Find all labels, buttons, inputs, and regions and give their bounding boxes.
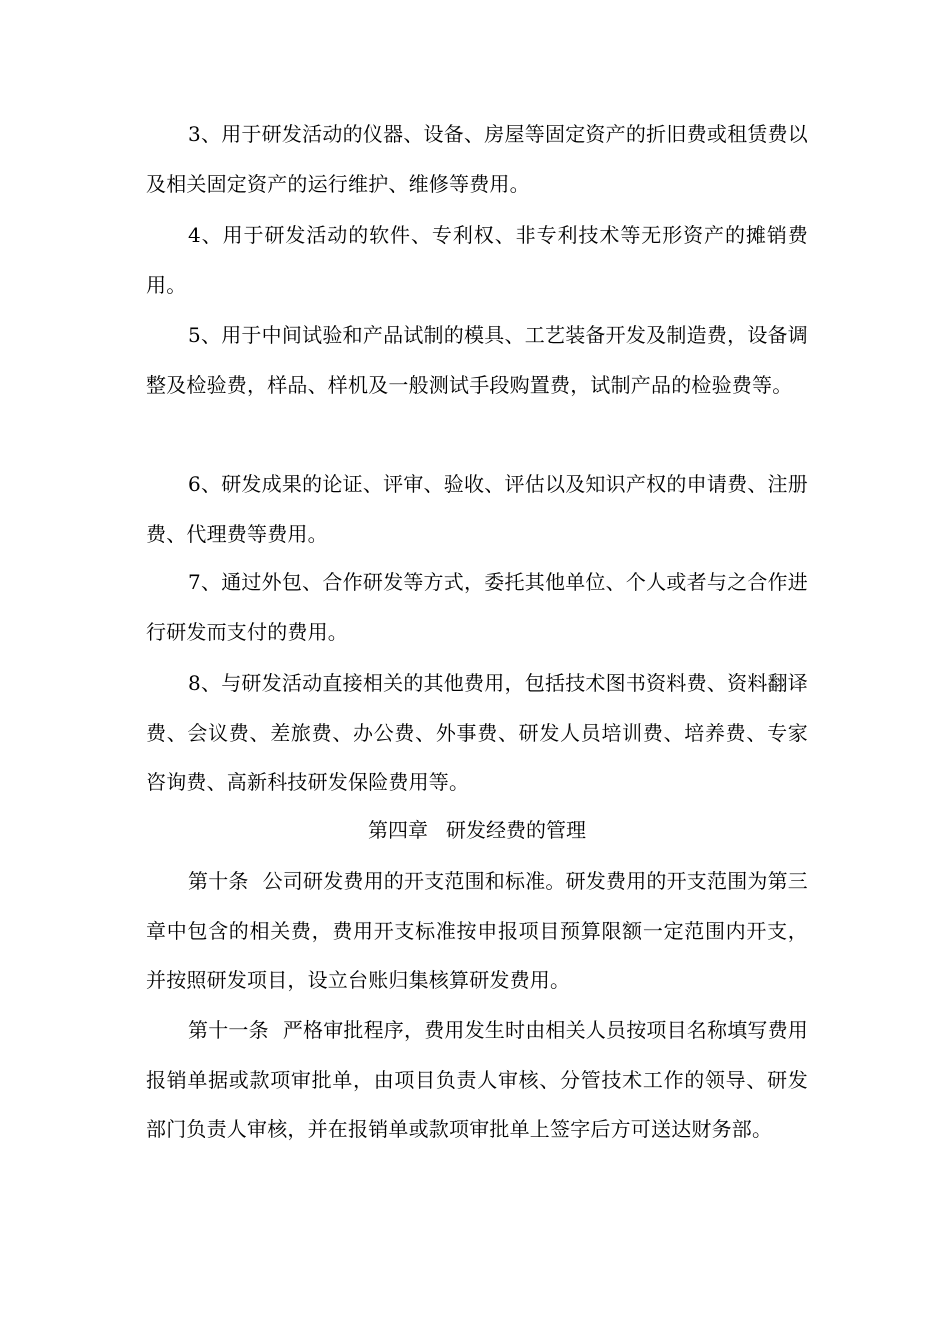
chapter-title: 研发经费的管理 xyxy=(446,818,586,842)
paragraph-item-4: 4、用于研发活动的软件、专利权、非专利技术等无形资产的摊销费用。 xyxy=(146,223,808,297)
chapter-heading xyxy=(146,806,808,856)
article-label: 第十条 xyxy=(188,869,249,893)
paragraph-item-5: 5、用于中间试验和产品试制的模具、工艺装备开发及制造费，设备调整及检验费，样品、样机及一般测试手段购置费，试制产品的检验费等。 xyxy=(146,323,808,397)
article-10 xyxy=(146,857,808,1006)
article-11 xyxy=(146,1006,808,1155)
paragraph-item-6: 6、研发成果的论证、评审、验收、评估以及知识产权的申请费、注册费、代理费等费用。 xyxy=(146,472,808,546)
paragraph-item-8: 8、与研发活动直接相关的其他费用，包括技术图书资料费、资料翻译费、会议费、差旅费、办公费、外事费、研发人员培训费、培养费、专家咨询费、高新科技研发保险费用等。 xyxy=(146,671,808,794)
article-label: 第十一条 xyxy=(188,1018,269,1042)
paragraph-item-7: 7、通过外包、合作研发等方式，委托其他单位、个人或者与之合作进行研发而支付的费用。 xyxy=(146,570,808,644)
chapter-number: 第四章 xyxy=(368,818,428,842)
article-text: 公司研发费用的开支范围和标准。研发费用的开支范围为第三章中包含的相关费，费用开支标准按申报项目预算限额一定范围内开支，并按照研发项目，设立台账归集核算研发费用。 xyxy=(146,869,809,992)
paragraph-item-3: 3、用于研发活动的仪器、设备、房屋等固定资产的折旧费或租赁费以及相关固定资产的运行维护、维修等费用。 xyxy=(146,122,808,196)
article-text: 严格审批程序，费用发生时由相关人员按项目名称填写费用报销单据或款项审批单，由项目负责人审核、分管技术工作的领导、研发部门负责人审核，并在报销单或款项审批单上签字后方可送达财务部。 xyxy=(146,1018,809,1141)
